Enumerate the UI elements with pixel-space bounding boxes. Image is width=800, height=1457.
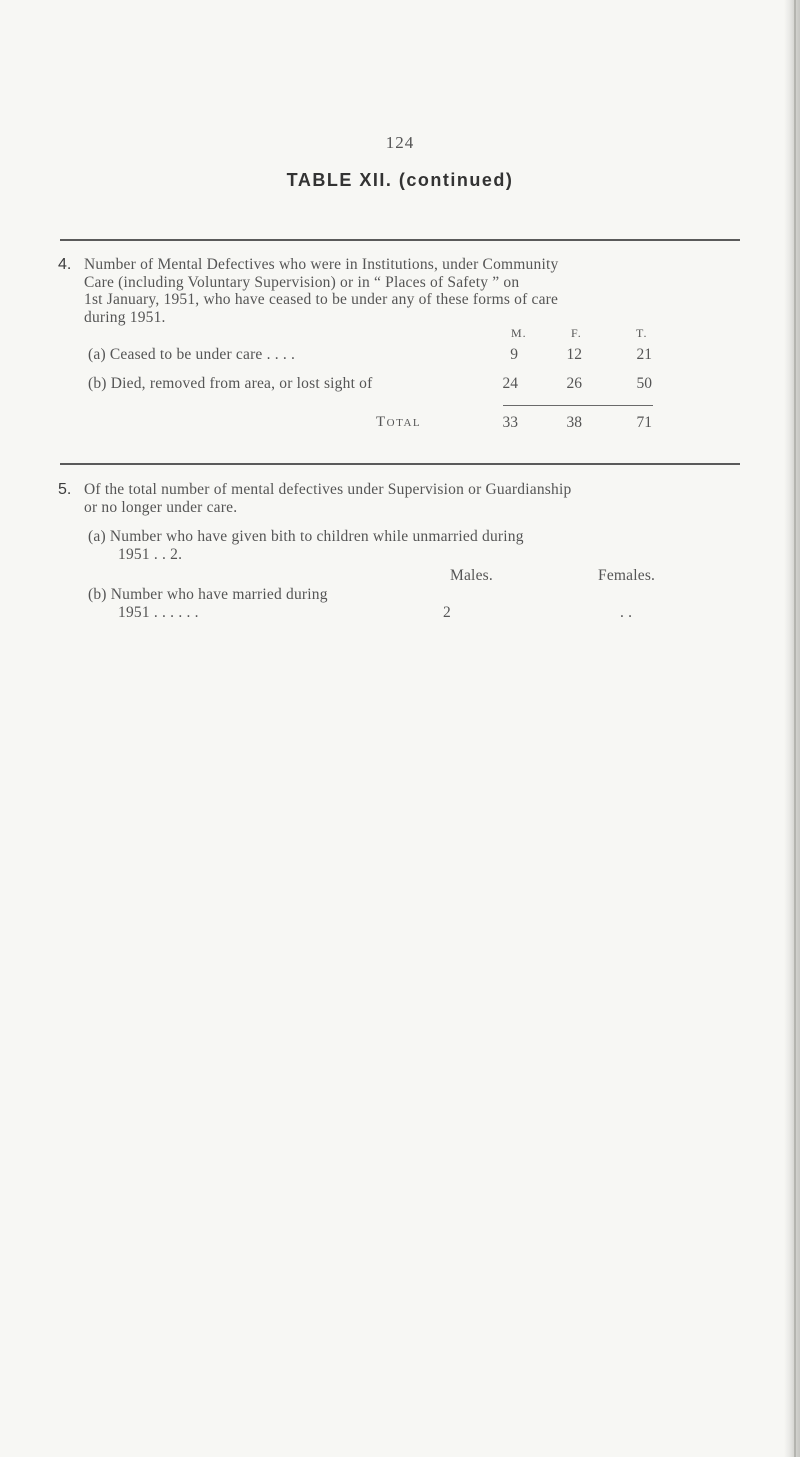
cell-males: 24 [502,375,518,392]
item-a-line: (a) Number who have given bith to children while unmarried during [88,528,524,545]
column-header-total: T. [636,326,648,340]
section-5-text-line: or no longer under care. [84,499,238,516]
item-b-line: (b) Number who have married during [88,586,328,603]
page-title: TABLE XII. (continued) [286,170,514,190]
item-b-line: 1951 . . . . . . [118,604,199,621]
item-b-females: . . [620,604,633,621]
column-header-males: M. [511,326,527,340]
total-total: 71 [636,414,652,431]
section-4-text-line: 1st January, 1951, who have ceased to be under any of these forms of care [84,291,559,308]
column-header-males: Males. [450,567,493,584]
section-divider [60,463,740,465]
cell-total: 50 [636,375,652,392]
section-4-text-line: during 1951. [84,309,166,326]
total-males: 33 [502,414,518,431]
total-females: 38 [566,414,582,431]
cell-females: 26 [566,375,582,392]
cell-males: 9 [510,346,518,363]
section-5-number: 5. [58,481,72,498]
section-divider [60,239,740,241]
item-b-males: 2 [443,604,451,621]
cell-females: 12 [566,346,582,363]
total-label: Total [376,414,422,430]
section-4-text-line: Number of Mental Defectives who were in Institutions, under Community [84,256,559,273]
row-label: (a) Ceased to be under care . . . . [88,346,296,363]
cell-total: 21 [636,346,652,363]
column-header-females: Females. [598,567,656,584]
page-number: 124 [385,133,415,152]
item-a-line: 1951 . . 2. [118,546,183,563]
total-underline [503,405,653,406]
page-edge-shadow [784,0,800,1457]
section-5-text-line: Of the total number of mental defectives under Supervision or Guardianship [84,481,572,498]
section-4-text-line: Care (including Voluntary Supervision) or in “ Places of Safety ” on [84,274,520,291]
section-4-number: 4. [58,256,72,273]
row-label: (b) Died, removed from area, or lost sight of [88,375,373,392]
column-header-females: F. [571,326,582,340]
